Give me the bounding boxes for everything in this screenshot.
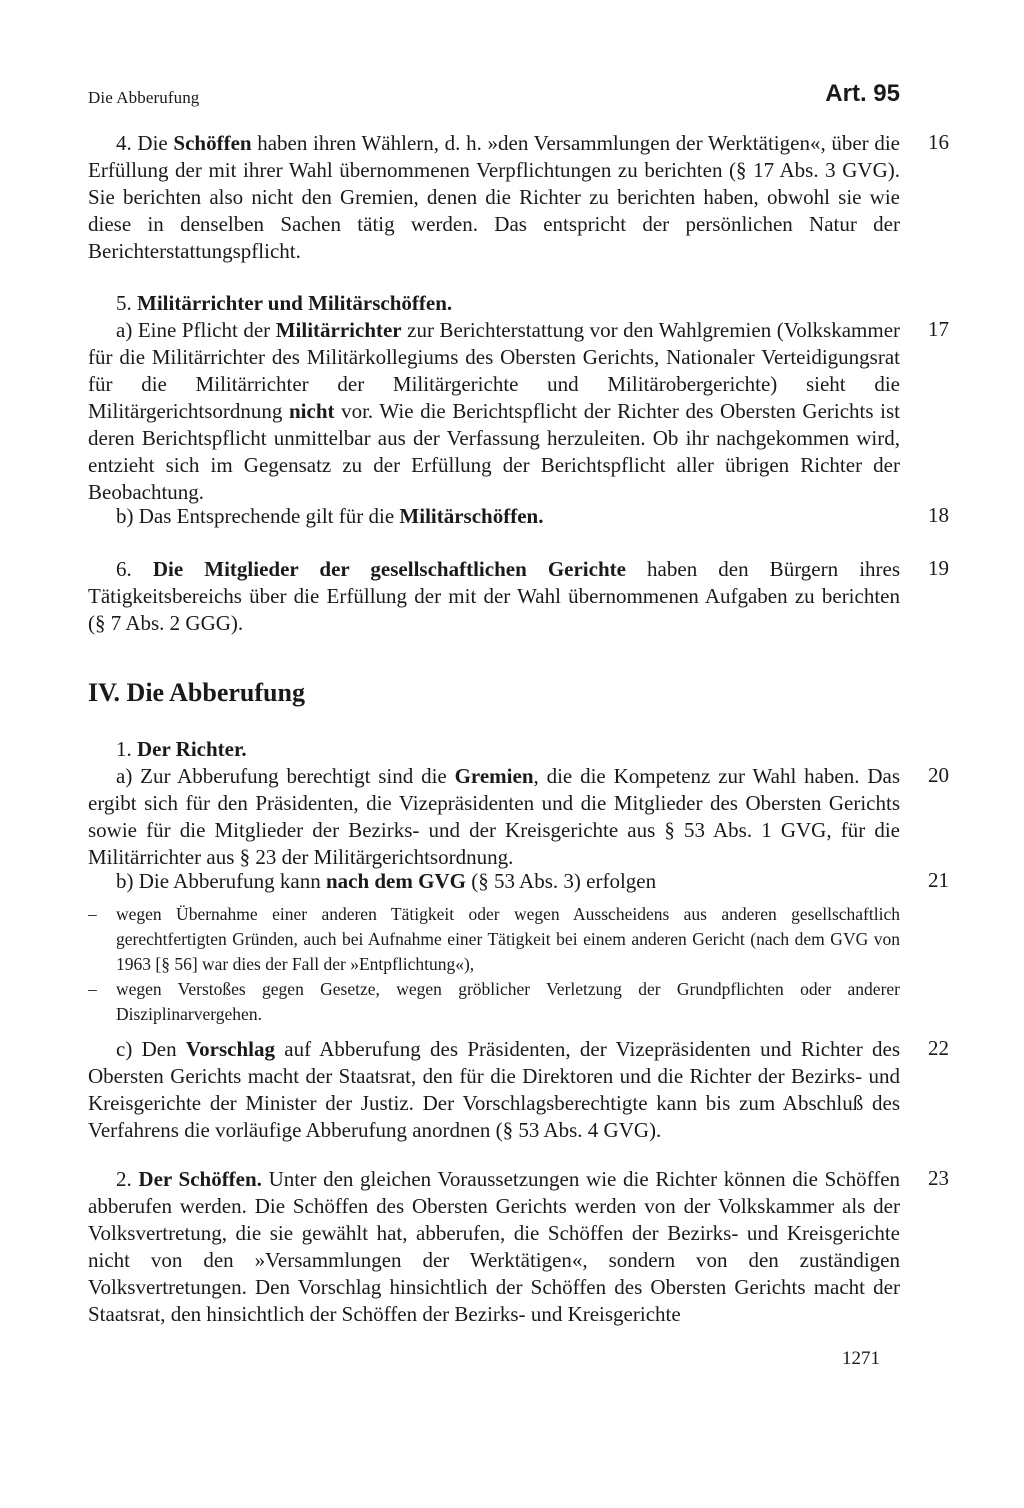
running-head: Die Abberufung bbox=[88, 88, 200, 107]
p20-t2: , die die Kompetenz zur Wahl haben. Das ergibt sich für den Präsidenten, die Vizepräsidenten und die Mitglieder des Obersten Gerichts sowie für die Mitglieder der Bezirks- und der Kreisgerichte aus § 53 Abs. 1 GVG, für die Militärrichter aus § 23 der Militärgerichtsordnung. bbox=[88, 764, 900, 869]
p23-text: Unter den gleichen Voraussetzungen wie die Richter können die Schöffen abberufen werden. Die Schöffen des Obersten Gerichts werden von der Volkskammer als der Volksvertretung, die sie gewählt hat, abberufen, die Schöffen der Bezirks- und Kreisgerichte nicht von den »Versammlungen der Werktätigen«, sondern von den zuständigen Volksvertretungen. Den Vorschlag hinsichtlich der Schöffen des Obersten Gerichts macht der Staatsrat, den hinsichtlich der Schöffen der Bezirks- und Kreisgerichte bbox=[88, 1167, 901, 1326]
subheading-5 bbox=[88, 290, 900, 317]
margin-number-17: 17 bbox=[928, 317, 949, 341]
list-item bbox=[88, 902, 900, 977]
margin-number-18: 18 bbox=[928, 503, 949, 527]
p16-text: haben ihren Wählern, d. h. »den Versammlungen der Werktätigen«, über die Erfüllung der mit ihrer Wahl übernommenen Verpflichtungen zu berichten (§ 17 Abs. 3 GVG). Sie berichten also nicht den Gremien, denen die Richter zu berichten haben, obwohl sie wie diese in denselben Sachen tätig werden. Das entspricht der persönlichen Natur der Berichterstattungspflicht. bbox=[88, 131, 900, 263]
p22-b1: Vorschlag bbox=[185, 1037, 275, 1061]
s1-num: 1. bbox=[116, 737, 137, 761]
p23-lead: 2. bbox=[116, 1167, 139, 1191]
paragraph-16 bbox=[88, 130, 949, 265]
paragraph-20 bbox=[88, 763, 949, 871]
list-item-text: wegen Übernahme einer anderen Tätigkeit oder wegen Ausscheidens aus anderen gesellschaftlich gerechtfertigten Gründen, auch bei Aufnahme einer Tätigkeit bei einem anderen Gericht (nach dem GVG von 1963 [§ 56] war dies der Fall der »Entpflichtung«), bbox=[116, 904, 900, 974]
p22-t1: c) Den bbox=[116, 1037, 186, 1061]
margin-number-16: 16 bbox=[928, 130, 949, 154]
p16-lead: 4. Die bbox=[116, 131, 174, 155]
margin-number-20: 20 bbox=[928, 763, 949, 787]
margin-number-22: 22 bbox=[928, 1036, 949, 1060]
paragraph-21 bbox=[88, 868, 949, 895]
p22-t2: auf Abberufung des Präsidenten, der Vizepräsidenten und Richter des Obersten Gerichts macht der Staatsrat, den für die Direktoren und die Richter der Bezirks- und Kreisgerichte der Minister der Justiz. Der Vorschlagsberechtigte kann bis zum Abschluß des Verfahrens die vorläufige Abberufung anordnen (§ 53 Abs. 4 GVG). bbox=[88, 1037, 900, 1142]
list-dash: – bbox=[88, 904, 97, 924]
p18-t1: b) Das Entsprechende gilt für die bbox=[116, 504, 400, 528]
p17-b1: Militärrichter bbox=[275, 318, 402, 342]
paragraph-19 bbox=[88, 556, 949, 637]
p23-bold: Der Schöffen. bbox=[138, 1167, 262, 1191]
p21-b1: nach dem GVG bbox=[325, 869, 466, 893]
list-item bbox=[88, 977, 900, 1027]
paragraph-17 bbox=[88, 317, 949, 506]
p17-t3: vor. Wie die Berichtspflicht der Richter des Obersten Gerichts ist deren Berichtspflicht unmittelbar aus der Verfassung herzuleiten. Ob ihr nachgekommen wird, entzieht sich im Gegensatz zu der Erfüllung der Berichtspflicht aller übrigen Richter der Beobachtung. bbox=[88, 399, 900, 504]
p19-bold: Die Mitglieder der gesellschaftlichen Gerichte bbox=[152, 557, 626, 581]
section-heading: IV. Die Abberufung bbox=[88, 678, 305, 707]
s1-heading: Der Richter. bbox=[137, 737, 247, 761]
paragraph-23 bbox=[88, 1166, 949, 1328]
page-number: 1271 bbox=[842, 1348, 880, 1369]
p19-lead: 6. bbox=[116, 557, 153, 581]
p21-t2: (§ 53 Abs. 3) erfolgen bbox=[465, 869, 657, 893]
p16-bold: Schöffen bbox=[173, 131, 252, 155]
p20-b1: Gremien bbox=[454, 764, 534, 788]
list-dash: – bbox=[88, 979, 97, 999]
p17-t2: zur Berichterstattung vor den Wahlgremien (Volkskammer für die Militärrichter des Militärkollegiums des Obersten Gerichts, Nationaler Verteidigungsrat für die Militärrichter der Militärgerichte und Militärobergerichte) sieht die Militärgerichtsordnung bbox=[88, 318, 901, 423]
article-number: Art. 95 bbox=[825, 80, 900, 107]
paragraph-18 bbox=[88, 503, 949, 530]
p18-b1: Militärschöffen. bbox=[399, 504, 544, 528]
p19-text: haben den Bürgern ihres Tätigkeitsbereichs über die Erfüllung der mit der Wahl übernommenen Aufgaben zu berichten (§ 7 Abs. 2 GGG). bbox=[88, 557, 901, 635]
paragraph-22 bbox=[88, 1036, 949, 1144]
margin-number-21: 21 bbox=[928, 868, 949, 892]
margin-number-23: 23 bbox=[928, 1166, 949, 1190]
p20-t1: a) Zur Abberufung berechtigt sind die bbox=[116, 764, 455, 788]
subheading-1 bbox=[88, 736, 900, 763]
dash-list bbox=[88, 902, 900, 1027]
s5-heading: Militärrichter und Militärschöffen. bbox=[137, 291, 453, 315]
p17-t1: a) Eine Pflicht der bbox=[116, 318, 276, 342]
p21-t1: b) Die Abberufung kann bbox=[116, 869, 326, 893]
list-item-text: wegen Verstoßes gegen Gesetze, wegen gröblicher Verletzung der Grundpflichten oder anderer Disziplinarvergehen. bbox=[116, 979, 900, 1024]
p17-b2: nicht bbox=[289, 399, 335, 423]
s5-num: 5. bbox=[116, 291, 137, 315]
margin-number-19: 19 bbox=[928, 556, 949, 580]
